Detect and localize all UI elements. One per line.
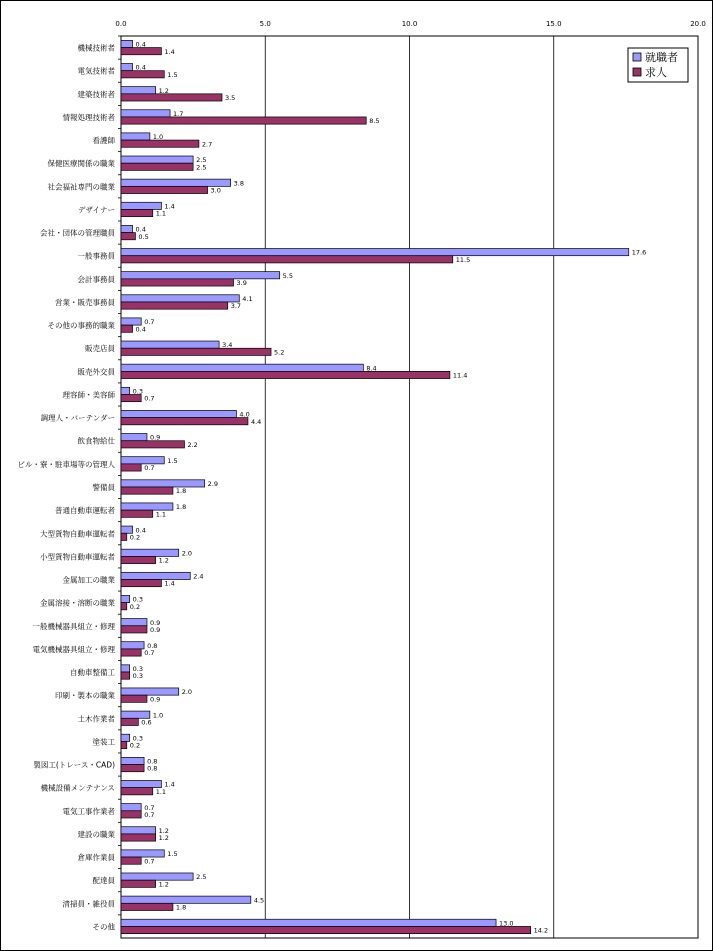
data-label-就職者: 2.0 xyxy=(181,688,193,697)
data-label-求人: 3.9 xyxy=(236,279,247,288)
data-label-就職者: 2.5 xyxy=(196,873,207,882)
bar-就職者 xyxy=(121,387,130,394)
bar-就職者 xyxy=(121,272,280,279)
bar-就職者 xyxy=(121,549,179,556)
bar-就職者 xyxy=(121,87,156,94)
data-label-就職者: 1.5 xyxy=(167,456,178,465)
legend-label-就職者: 就職者 xyxy=(645,51,678,64)
bar-就職者 xyxy=(121,642,144,649)
bar-求人 xyxy=(121,233,135,240)
bar-求人 xyxy=(121,765,144,772)
category-label: 会社・団体の管理職員 xyxy=(40,228,115,238)
bar-就職者 xyxy=(121,688,179,695)
bar-求人 xyxy=(121,603,127,610)
bar-求人 xyxy=(121,71,164,78)
bar-就職者 xyxy=(121,410,236,417)
bar-就職者 xyxy=(121,896,251,903)
data-label-求人: 0.9 xyxy=(149,625,161,634)
x-tick-label: 15.0 xyxy=(545,20,562,28)
data-label-求人: 2.5 xyxy=(196,163,207,172)
bar-就職者 xyxy=(121,503,173,510)
category-label: その他の事務的職業 xyxy=(47,321,115,331)
x-tick-label: 5.0 xyxy=(259,20,271,28)
data-label-求人: 0.7 xyxy=(144,649,155,658)
data-label-求人: 0.4 xyxy=(135,325,146,334)
category-label: 金属加工の職業 xyxy=(62,575,115,585)
data-label-就職者: 1.0 xyxy=(152,133,164,142)
data-label-就職者: 4.0 xyxy=(239,410,250,419)
bar-求人 xyxy=(121,672,130,679)
bar-就職者 xyxy=(121,595,130,602)
data-label-就職者: 0.8 xyxy=(147,757,158,766)
category-label: 機械設備メンテナンス xyxy=(40,783,115,793)
category-label: 土木作業者 xyxy=(77,714,115,724)
bar-就職者 xyxy=(121,364,363,371)
bar-就職者 xyxy=(121,63,133,70)
bar-求人 xyxy=(121,418,248,425)
data-label-求人: 0.7 xyxy=(144,464,155,473)
data-label-求人: 14.2 xyxy=(533,926,549,935)
data-label-求人: 3.5 xyxy=(224,94,236,103)
bar-求人 xyxy=(121,163,193,170)
category-label: 機械技術者 xyxy=(77,43,115,53)
data-label-就職者: 1.4 xyxy=(164,202,175,211)
data-label-就職者: 1.4 xyxy=(164,780,175,789)
data-label-就職者: 0.3 xyxy=(132,734,143,743)
bar-就職者 xyxy=(121,919,496,926)
data-label-就職者: 2.5 xyxy=(196,156,207,165)
data-label-求人: 0.7 xyxy=(144,810,155,819)
bar-就職者 xyxy=(121,619,147,626)
data-label-就職者: 0.7 xyxy=(144,318,155,327)
bar-就職者 xyxy=(121,873,193,880)
bar-求人 xyxy=(121,903,173,910)
bar-就職者 xyxy=(121,202,161,209)
bar-求人 xyxy=(121,325,133,332)
bar-就職者 xyxy=(121,827,156,834)
legend-swatch-求人 xyxy=(633,68,641,76)
category-label: 印刷・製本の職業 xyxy=(55,691,115,701)
x-tick-label: 10.0 xyxy=(401,20,418,28)
bar-就職者 xyxy=(121,156,193,163)
data-label-就職者: 0.4 xyxy=(135,225,146,234)
data-label-就職者: 13.0 xyxy=(499,919,514,928)
bar-chart xyxy=(1,1,712,950)
data-label-求人: 4.4 xyxy=(250,417,262,426)
category-label: 販売店員 xyxy=(85,344,115,354)
legend-label-求人: 求人 xyxy=(645,66,667,79)
bar-求人 xyxy=(121,140,199,147)
category-label: 製図工(トレース・CAD) xyxy=(33,760,115,770)
bar-就職者 xyxy=(121,757,144,764)
data-label-就職者: 5.5 xyxy=(282,271,294,280)
data-label-就職者: 3.8 xyxy=(233,179,244,188)
data-label-就職者: 1.2 xyxy=(158,86,169,95)
data-label-就職者: 0.4 xyxy=(135,63,146,72)
data-label-求人: 2.7 xyxy=(201,140,213,149)
data-label-求人: 3.7 xyxy=(230,302,242,311)
bar-求人 xyxy=(121,348,271,355)
bar-就職者 xyxy=(121,480,205,487)
bar-就職者 xyxy=(121,780,161,787)
bar-求人 xyxy=(121,487,173,494)
data-label-求人: 8.5 xyxy=(369,117,380,126)
data-label-求人: 0.2 xyxy=(129,602,141,611)
bar-求人 xyxy=(121,695,147,702)
bar-就職者 xyxy=(121,133,150,140)
data-label-求人: 0.2 xyxy=(129,533,141,542)
category-label: 看護師 xyxy=(92,136,115,146)
data-label-求人: 3.0 xyxy=(210,186,221,195)
data-label-就職者: 2.4 xyxy=(193,572,204,581)
category-label: 普通自動車運転者 xyxy=(55,506,115,516)
category-label: 金属溶接・溶断の職業 xyxy=(40,598,115,608)
bar-求人 xyxy=(121,186,208,193)
category-label: 塗装工 xyxy=(92,737,115,747)
bar-求人 xyxy=(121,718,138,725)
x-tick-label: 0.0 xyxy=(115,20,127,28)
category-label: 警備員 xyxy=(92,483,115,492)
data-label-求人: 1.2 xyxy=(158,834,169,843)
category-label: 社会福祉専門の職業 xyxy=(47,182,115,192)
bar-求人 xyxy=(121,510,153,517)
data-label-求人: 1.4 xyxy=(164,579,175,588)
category-label: 清掃員・雑役員 xyxy=(62,899,115,909)
data-label-就職者: 0.4 xyxy=(135,526,146,535)
category-label: 飲食物給仕 xyxy=(77,436,115,446)
data-label-就職者: 1.7 xyxy=(173,109,184,118)
data-label-就職者: 17.6 xyxy=(631,248,647,257)
data-label-求人: 11.4 xyxy=(452,371,468,380)
category-label: 保健医療関係の職業 xyxy=(47,159,115,169)
category-label: 理容師・美容師 xyxy=(62,390,115,400)
bar-求人 xyxy=(121,926,531,933)
category-label: 調理人・バーテンダー xyxy=(40,413,115,423)
bar-求人 xyxy=(121,371,450,378)
bar-求人 xyxy=(121,741,127,748)
bar-就職者 xyxy=(121,249,629,256)
data-label-求人: 0.2 xyxy=(129,741,141,750)
category-label: 小型貨物自動車運転者 xyxy=(40,552,115,562)
bar-就職者 xyxy=(121,318,141,325)
category-label: 電気工事作業者 xyxy=(62,806,115,816)
category-label: 大型貨物自動車運転者 xyxy=(40,529,115,539)
bar-就職者 xyxy=(121,40,133,47)
bar-求人 xyxy=(121,394,141,401)
category-label: 自動車整備工 xyxy=(70,668,115,678)
data-label-求人: 1.2 xyxy=(158,556,169,565)
data-label-求人: 2.2 xyxy=(187,440,198,449)
bar-求人 xyxy=(121,256,453,263)
bar-求人 xyxy=(121,464,141,471)
bar-求人 xyxy=(121,811,141,818)
bar-就職者 xyxy=(121,341,219,348)
data-label-就職者: 0.4 xyxy=(135,40,146,49)
bar-求人 xyxy=(121,209,153,216)
data-label-求人: 0.7 xyxy=(144,394,155,403)
data-label-就職者: 0.7 xyxy=(144,803,155,812)
data-label-就職者: 0.8 xyxy=(147,641,158,650)
data-label-求人: 1.1 xyxy=(155,209,167,218)
data-label-就職者: 1.0 xyxy=(152,711,164,720)
data-label-求人: 0.7 xyxy=(144,857,155,866)
bar-就職者 xyxy=(121,457,164,464)
bar-求人 xyxy=(121,441,184,448)
bar-求人 xyxy=(121,649,141,656)
bar-就職者 xyxy=(121,850,164,857)
bar-就職者 xyxy=(121,711,150,718)
category-label: 営業・販売事務員 xyxy=(55,297,115,307)
category-label: 一般機械器具組立・修理 xyxy=(32,621,115,631)
data-label-就職者: 1.2 xyxy=(158,826,169,835)
data-label-求人: 0.8 xyxy=(147,764,158,773)
data-labels xyxy=(130,41,646,935)
bar-就職者 xyxy=(121,665,130,672)
category-labels xyxy=(18,36,122,931)
data-label-求人: 0.5 xyxy=(138,232,149,241)
data-label-就職者: 2.0 xyxy=(181,549,193,558)
bar-求人 xyxy=(121,48,161,55)
bar-就職者 xyxy=(121,110,170,117)
bar-求人 xyxy=(121,279,234,286)
bar-求人 xyxy=(121,626,147,633)
data-label-求人: 0.6 xyxy=(141,718,152,727)
category-label: 情報処理技術者 xyxy=(62,112,115,122)
x-tick-label: 20.0 xyxy=(690,20,706,28)
bar-求人 xyxy=(121,117,366,124)
category-label: 会計事務員 xyxy=(77,274,115,284)
data-label-就職者: 0.3 xyxy=(132,595,143,604)
bar-就職者 xyxy=(121,572,190,579)
category-label: 電気技術者 xyxy=(77,66,115,76)
data-label-就職者: 0.9 xyxy=(149,433,161,442)
bar-就職者 xyxy=(121,804,141,811)
data-label-求人: 1.8 xyxy=(175,903,187,912)
category-label: その他 xyxy=(92,922,115,932)
data-label-就職者: 0.3 xyxy=(132,387,143,396)
bar-求人 xyxy=(121,857,141,864)
data-label-就職者: 1.5 xyxy=(167,850,178,859)
data-label-就職者: 0.9 xyxy=(149,618,161,627)
category-label: 配達員 xyxy=(92,876,115,886)
category-label: 販売外交員 xyxy=(77,367,115,377)
legend xyxy=(628,48,688,82)
bar-求人 xyxy=(121,580,161,587)
bar-求人 xyxy=(121,94,222,101)
data-label-求人: 1.4 xyxy=(164,47,175,56)
category-label: 一般事務員 xyxy=(77,251,115,261)
bar-求人 xyxy=(121,556,156,563)
bar-求人 xyxy=(121,302,228,309)
bar-就職者 xyxy=(121,225,133,232)
data-label-求人: 1.1 xyxy=(155,510,167,519)
data-label-求人: 11.5 xyxy=(455,255,471,264)
bar-求人 xyxy=(121,834,156,841)
data-label-就職者: 1.8 xyxy=(175,503,187,512)
data-label-求人: 0.9 xyxy=(149,695,161,704)
data-label-求人: 1.5 xyxy=(167,70,178,79)
category-label: 建設の職業 xyxy=(77,829,115,839)
data-label-求人: 1.1 xyxy=(155,787,167,796)
bar-就職者 xyxy=(121,295,239,302)
bar-就職者 xyxy=(121,734,130,741)
data-label-求人: 1.8 xyxy=(175,487,187,496)
data-label-求人: 1.2 xyxy=(158,880,169,889)
category-label: 倉庫作業員 xyxy=(77,853,115,863)
data-label-就職者: 3.4 xyxy=(222,341,233,350)
bar-求人 xyxy=(121,788,153,795)
category-label: 電気機械器具組立・修理 xyxy=(32,644,115,654)
bar-就職者 xyxy=(121,179,231,186)
bar-求人 xyxy=(121,533,127,540)
bar-就職者 xyxy=(121,434,147,441)
bar-求人 xyxy=(121,880,156,887)
category-label: ビル・寮・駐車場等の管理人 xyxy=(17,459,115,469)
data-label-就職者: 8.4 xyxy=(366,364,377,373)
bars xyxy=(121,40,629,933)
data-label-就職者: 4.5 xyxy=(253,896,265,905)
bar-就職者 xyxy=(121,526,133,533)
data-label-就職者: 0.3 xyxy=(132,665,143,674)
category-label: 建築技術者 xyxy=(77,89,115,99)
data-label-求人: 5.2 xyxy=(274,348,285,357)
category-label: デザイナー xyxy=(78,205,115,215)
data-label-就職者: 4.1 xyxy=(242,294,253,303)
data-label-就職者: 2.9 xyxy=(207,480,219,488)
data-label-求人: 0.3 xyxy=(132,672,143,681)
x-axis-ticks xyxy=(115,20,705,28)
legend-swatch-就職者 xyxy=(633,53,641,61)
